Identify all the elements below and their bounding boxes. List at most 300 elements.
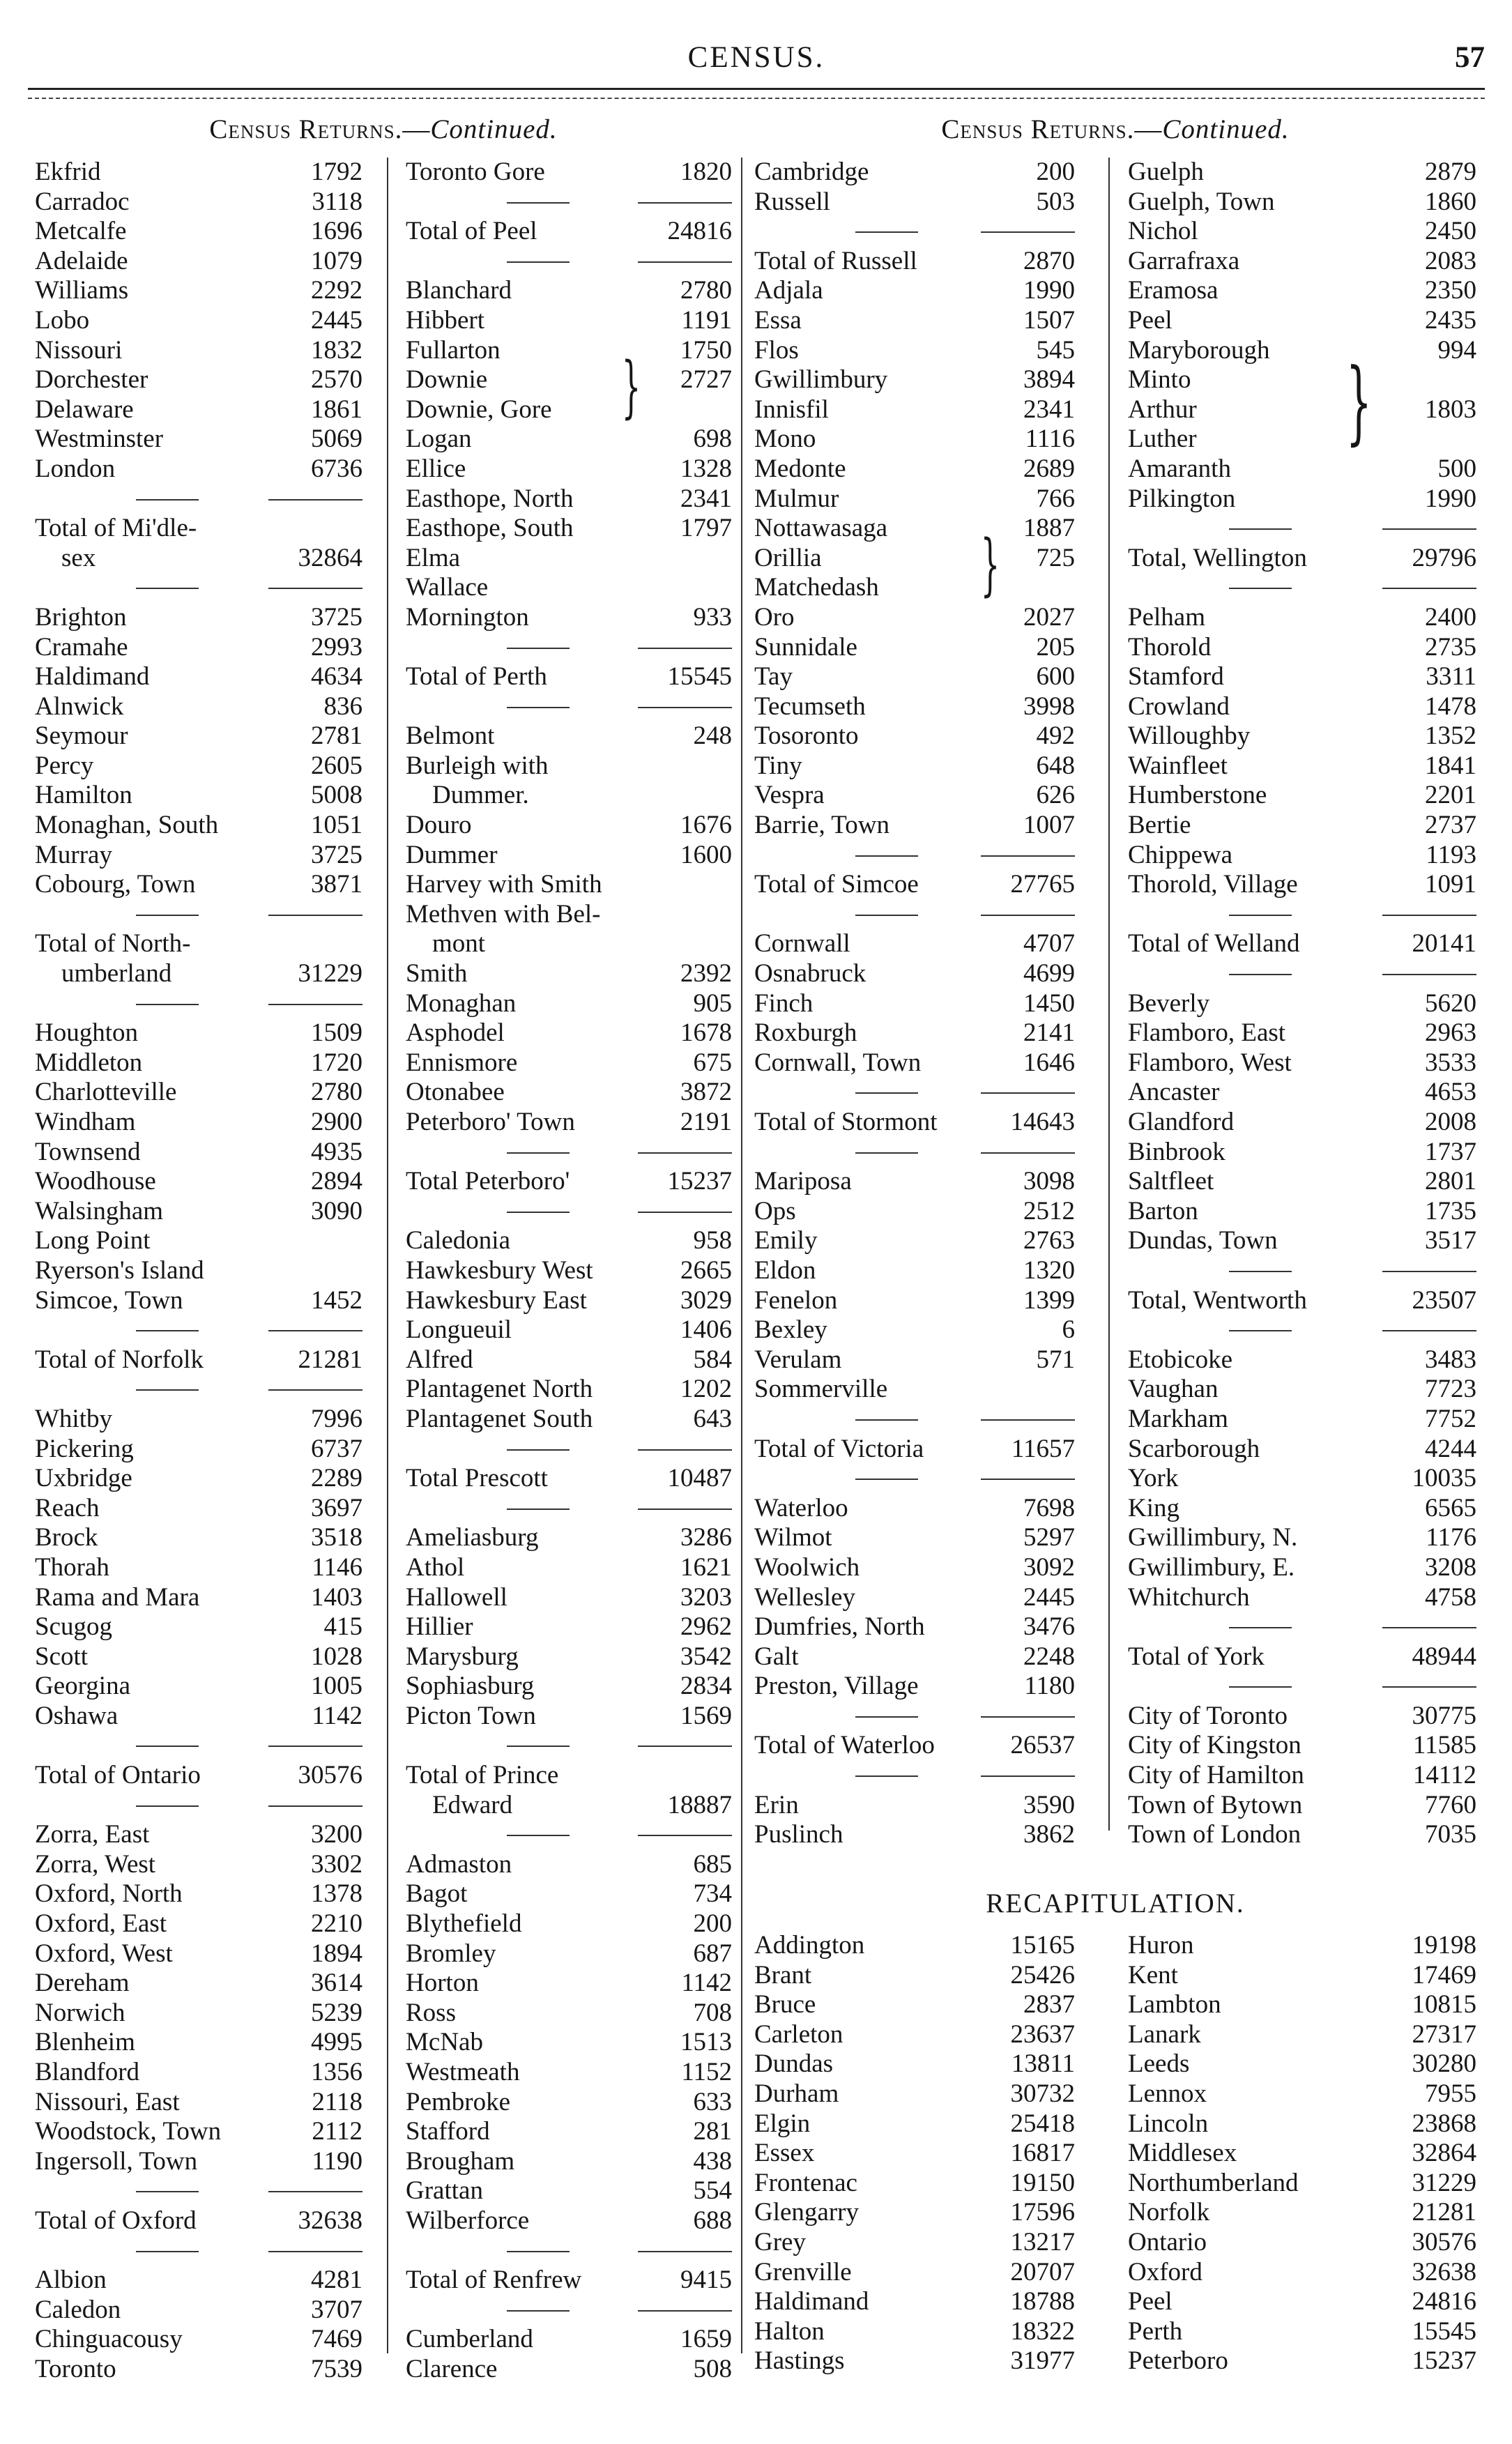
rule-right [268, 1805, 362, 1807]
rule-left [507, 648, 570, 649]
rule-left [507, 261, 570, 263]
place-name: Fullarton [406, 335, 501, 365]
population-value: 31229 [1412, 2168, 1476, 2197]
census-row [35, 1286, 362, 1316]
section-rule [35, 484, 362, 514]
place-name: Total Peterboro' [406, 1167, 570, 1196]
census-row [1128, 365, 1476, 395]
section-rule [35, 989, 362, 1019]
place-name: Total of Welland [1128, 929, 1300, 958]
census-row [1128, 1553, 1476, 1583]
population-value: 3476 [1023, 1612, 1075, 1642]
census-row [754, 1375, 1075, 1405]
census-row [35, 1108, 362, 1138]
place-name: Adjala [754, 276, 823, 305]
population-value: 1352 [1425, 721, 1476, 751]
place-name: Norwich [35, 1998, 125, 2027]
population-value: 2870 [1023, 246, 1075, 275]
population-value: 2350 [1425, 276, 1476, 305]
population-value: 7469 [311, 2325, 362, 2354]
population-value: 20141 [1412, 929, 1476, 958]
census-row [1128, 2139, 1476, 2169]
place-name: Brant [754, 1960, 812, 1989]
census-row [1128, 1138, 1476, 1168]
place-name: Admaston [406, 1849, 512, 1879]
place-name: Scugog [35, 1612, 112, 1642]
place-name: Mono [754, 425, 816, 454]
population-value: 10815 [1412, 1990, 1476, 2019]
population-value: 2341 [1023, 395, 1075, 424]
population-value: 2879 [1425, 158, 1476, 186]
place-name: Windham [35, 1108, 136, 1136]
census-column-2 [406, 158, 732, 2385]
population-value: 24816 [667, 217, 732, 246]
census-row [35, 1999, 362, 2029]
population-value: 200 [693, 1909, 732, 1939]
rule-left [855, 231, 918, 233]
running-head [28, 40, 1485, 82]
census-row [35, 781, 362, 811]
place-name: Murray [35, 840, 112, 869]
section-rule [406, 2236, 732, 2266]
place-name: Hamilton [35, 781, 132, 810]
place-name: Tay [754, 662, 793, 692]
population-value: 5069 [311, 425, 362, 454]
census-row [406, 573, 732, 603]
population-value: 2450 [1425, 217, 1476, 246]
census-row [754, 455, 1075, 484]
population-value: 2400 [1425, 602, 1476, 632]
census-row [35, 662, 362, 692]
place-name: Beverly [1128, 988, 1210, 1018]
population-value: 1797 [680, 514, 732, 543]
top-rule-dashed [28, 98, 1485, 99]
place-name: Westminster [35, 425, 164, 454]
census-row [35, 2058, 362, 2088]
place-name: Matchedash [754, 573, 879, 602]
population-value: 2512 [1023, 1196, 1075, 1225]
census-row [35, 2296, 362, 2325]
census-row [754, 2346, 1075, 2376]
census-row [1128, 188, 1476, 217]
place-name: Wellesley [754, 1582, 855, 1612]
census-row [35, 2266, 362, 2296]
population-value: 1894 [311, 1939, 362, 1968]
census-row [754, 1961, 1075, 1991]
place-name: Glandford [1128, 1108, 1235, 1136]
population-value: 30280 [1412, 2049, 1476, 2079]
place-name: Haldimand [754, 2287, 869, 2316]
section-rule [35, 2236, 362, 2266]
census-row [406, 395, 732, 425]
rule-right [981, 1092, 1075, 1094]
place-name: Hastings [754, 2346, 845, 2376]
census-column-4 [1128, 158, 1476, 1850]
place-name: Bagot [406, 1879, 468, 1909]
section-rule [406, 633, 732, 663]
place-name: Total, Wentworth [1128, 1285, 1307, 1315]
rule-right [981, 1419, 1075, 1421]
section-rule [35, 573, 362, 603]
population-value: 31977 [1010, 2346, 1075, 2376]
population-value: 6737 [311, 1434, 362, 1463]
population-value: 1621 [680, 1552, 732, 1582]
population-value: 685 [693, 1849, 732, 1879]
place-name: Nichol [1128, 217, 1198, 246]
place-name: Asphodel [406, 1018, 505, 1048]
rule-right [638, 2251, 732, 2252]
place-name: Town of London [1128, 1820, 1301, 1849]
census-row [754, 1286, 1075, 1316]
census-row [406, 484, 732, 514]
place-name: City of Hamilton [1128, 1761, 1304, 1790]
rule-right [268, 499, 362, 501]
census-row [754, 929, 1075, 959]
census-row [754, 1523, 1075, 1553]
census-row [406, 1702, 732, 1732]
place-name: Finch [754, 988, 814, 1018]
place-name: Rama and Mara [35, 1582, 200, 1612]
population-value: 438 [693, 2146, 732, 2176]
section-rule [406, 2296, 732, 2325]
census-row [406, 1018, 732, 1048]
population-value: 248 [693, 721, 732, 751]
section-rule [406, 1494, 732, 1524]
census-row [1128, 336, 1476, 366]
place-name: Stafford [406, 2117, 490, 2146]
census-row [406, 1672, 732, 1702]
population-value: 200 [1036, 158, 1075, 186]
place-name: Blythefield [406, 1909, 522, 1939]
place-name: Chinguacousy [35, 2325, 183, 2354]
place-name: Total of Peel [406, 217, 537, 246]
place-name: umberland [61, 959, 172, 988]
place-name: Roxburgh [754, 1018, 857, 1048]
place-name: Willoughby [1128, 721, 1251, 751]
census-row [754, 2287, 1075, 2317]
census-row [1128, 1405, 1476, 1435]
census-row [406, 2058, 732, 2088]
census-row [406, 514, 732, 544]
place-name: Belmont [406, 721, 495, 751]
place-name: Flos [754, 335, 799, 365]
place-name: Ellice [406, 454, 466, 483]
census-row [1128, 662, 1476, 692]
place-name: Houghton [35, 1018, 138, 1048]
population-value: 10487 [667, 1464, 732, 1493]
rule-right [1382, 1271, 1476, 1272]
place-name: Dorchester [35, 365, 148, 395]
population-value: 205 [1036, 632, 1075, 662]
place-name: Tecumseth [754, 692, 866, 721]
census-row [406, 1345, 732, 1375]
place-name: Toronto Gore [406, 158, 545, 186]
place-name: Cobourg, Town [35, 870, 196, 899]
population-value: 1832 [311, 335, 362, 365]
place-name: Flamboro, West [1128, 1048, 1292, 1077]
place-name: Leeds [1128, 2049, 1190, 2079]
population-value: 836 [323, 692, 362, 721]
place-name: Zorra, West [35, 1849, 156, 1879]
census-row [35, 1969, 362, 1999]
census-row [406, 1464, 732, 1494]
place-name: Barrie, Town [754, 811, 890, 840]
place-name: Total of Oxford [35, 2206, 197, 2235]
census-row [1128, 1048, 1476, 1078]
place-name: Gwillimbury, N. [1128, 1523, 1298, 1552]
place-name: Uxbridge [35, 1464, 132, 1493]
place-name: Emily [754, 1226, 818, 1255]
rule-left [1229, 528, 1292, 530]
place-name: Westmeath [406, 2058, 520, 2086]
rule-right [638, 2310, 732, 2312]
population-value: 1193 [1426, 840, 1476, 869]
column-divider-2 [741, 158, 742, 2353]
place-name: Orillia [754, 543, 822, 572]
census-row [754, 633, 1075, 663]
census-row [1128, 1820, 1476, 1850]
population-value: 30576 [1412, 2227, 1476, 2256]
population-value: 3098 [1023, 1167, 1075, 1196]
census-row [406, 2117, 732, 2147]
census-row [1128, 2346, 1476, 2376]
census-row [406, 959, 732, 989]
place-name: Total of Renfrew [406, 2266, 582, 2295]
place-name: Hillier [406, 1612, 473, 1642]
population-value: 503 [1036, 187, 1075, 216]
population-value: 3614 [311, 1969, 362, 1998]
place-name: Lanark [1128, 2019, 1201, 2049]
census-row [1128, 2198, 1476, 2228]
census-row [406, 425, 732, 455]
place-name: Peterboro' Town [406, 1108, 575, 1136]
census-row [1128, 276, 1476, 306]
population-value: 1146 [312, 1552, 362, 1582]
census-row [35, 692, 362, 722]
population-value: 1180 [1024, 1672, 1075, 1701]
census-row [406, 1286, 732, 1316]
place-name: Grey [754, 2227, 806, 2256]
population-value: 1320 [1023, 1255, 1075, 1285]
population-value: 2570 [311, 365, 362, 395]
place-name: Ontario [1128, 2227, 1207, 2256]
census-row [1128, 1791, 1476, 1821]
place-name: Zorra, East [35, 1820, 150, 1849]
population-value: 1116 [1025, 425, 1075, 454]
census-row [406, 2206, 732, 2236]
rule-left [136, 1389, 199, 1391]
place-name: Scarborough [1128, 1434, 1260, 1463]
population-value: 2118 [312, 2087, 362, 2116]
census-row [406, 1791, 732, 1821]
place-name: sex [61, 543, 96, 572]
place-name: Middlesex [1128, 2139, 1237, 2168]
place-name: Walsingham [35, 1196, 164, 1225]
population-value: 2735 [1425, 632, 1476, 662]
rule-right [1382, 588, 1476, 589]
section-rule [754, 1078, 1075, 1108]
census-row [754, 2317, 1075, 2347]
population-value: 766 [1036, 484, 1075, 513]
place-name: Percy [35, 751, 94, 780]
census-row [754, 544, 1075, 574]
population-value: 3725 [311, 840, 362, 869]
rule-left [1229, 915, 1292, 916]
section-rule [406, 1138, 732, 1168]
census-row [406, 1108, 732, 1138]
census-row [406, 336, 732, 366]
place-name: Caledon [35, 2295, 121, 2324]
place-name: Garrafraxa [1128, 246, 1240, 275]
rule-left [136, 588, 199, 589]
place-name: Horton [406, 1969, 479, 1998]
column-divider-1 [387, 158, 388, 2353]
population-value: 1399 [1023, 1285, 1075, 1315]
place-name: Saltfleet [1128, 1167, 1214, 1196]
population-value: 1750 [680, 335, 732, 365]
place-name: Huron [1128, 1931, 1194, 1960]
census-row [406, 306, 732, 336]
section-rule [1128, 900, 1476, 930]
place-name: Haldimand [35, 662, 150, 692]
place-name: Pilkington [1128, 484, 1236, 513]
place-name: City of Toronto [1128, 1701, 1288, 1730]
census-row [1128, 1167, 1476, 1197]
section-rule [406, 1820, 732, 1850]
census-row [1128, 2287, 1476, 2317]
place-name: Frontenac [754, 2168, 857, 2197]
place-name: Elgin [754, 2109, 811, 2138]
section-rule [1128, 1612, 1476, 1642]
census-row [35, 841, 362, 871]
place-name: Downie, Gore [406, 395, 552, 424]
place-name: Mulmur [754, 484, 839, 513]
census-row [754, 1553, 1075, 1583]
census-row [1128, 2109, 1476, 2139]
census-row [1128, 603, 1476, 633]
place-name: Oshawa [35, 1701, 119, 1730]
census-row [1128, 1583, 1476, 1613]
section-rule [35, 2176, 362, 2206]
census-row [406, 841, 732, 871]
place-name: Oxford, West [35, 1939, 173, 1968]
population-value: 734 [693, 1879, 732, 1909]
census-row [35, 1405, 362, 1435]
census-row [1128, 2079, 1476, 2109]
census-row [35, 365, 362, 395]
population-value: 3725 [311, 602, 362, 632]
census-row [35, 1464, 362, 1494]
rule-left [1229, 1627, 1292, 1628]
section-rule [1128, 1672, 1476, 1702]
rule-right [638, 1212, 732, 1213]
population-value: 2665 [680, 1255, 732, 1285]
population-value: 994 [1437, 335, 1476, 365]
population-value: 4281 [311, 2266, 362, 2295]
census-row [1128, 2020, 1476, 2050]
census-row [1128, 1226, 1476, 1256]
place-name: Guelph [1128, 158, 1204, 186]
section-rule [406, 1197, 732, 1227]
population-value: 2248 [1023, 1642, 1075, 1671]
rule-right [268, 1330, 362, 1331]
census-row [35, 1820, 362, 1850]
population-value: 4244 [1425, 1434, 1476, 1463]
rule-left [855, 1092, 918, 1094]
place-name: Athol [406, 1552, 465, 1582]
census-row [1128, 395, 1476, 425]
census-row [754, 365, 1075, 395]
census-row [406, 217, 732, 247]
section-rule [35, 1731, 362, 1761]
population-value: 1191 [681, 305, 732, 335]
population-value: 3517 [1425, 1226, 1476, 1255]
census-row [35, 544, 362, 574]
population-value: 1450 [1023, 988, 1075, 1018]
census-row [406, 276, 732, 306]
population-value: 2737 [1425, 811, 1476, 840]
population-value: 5239 [311, 1998, 362, 2027]
census-row [754, 1583, 1075, 1613]
place-name: Charlotteville [35, 1078, 177, 1107]
population-value: 1735 [1425, 1196, 1476, 1225]
census-row [754, 336, 1075, 366]
place-name: Total of Victoria [754, 1434, 924, 1463]
place-name: City of Kingston [1128, 1731, 1301, 1760]
place-name: McNab [406, 2028, 483, 2057]
place-name: Blanchard [406, 276, 512, 305]
rule-left [136, 915, 199, 916]
census-row [406, 1048, 732, 1078]
census-row [35, 1583, 362, 1613]
section-rule [406, 1435, 732, 1465]
place-name: Metcalfe [35, 217, 127, 246]
census-row [406, 721, 732, 751]
census-row [1128, 1108, 1476, 1138]
place-name: Crowland [1128, 692, 1230, 721]
place-name: Wilmot [754, 1523, 832, 1552]
place-name: Bexley [754, 1315, 827, 1345]
rule-right [638, 1449, 732, 1451]
place-name: Sommerville [754, 1375, 888, 1404]
rule-left [1229, 1330, 1292, 1331]
place-name: Essex [754, 2139, 815, 2168]
place-name: Whitchurch [1128, 1582, 1250, 1612]
place-name: Methven with Bel- [406, 899, 601, 929]
place-name: Maryborough [1128, 335, 1270, 365]
population-value: 1356 [311, 2058, 362, 2086]
population-value: 30576 [298, 1761, 362, 1790]
census-row [1128, 2228, 1476, 2258]
rule-right [638, 202, 732, 204]
census-row [406, 1612, 732, 1642]
place-name: Ennismore [406, 1048, 518, 1077]
place-name: Total of Russell [754, 246, 917, 275]
population-value: 18887 [667, 1790, 732, 1819]
census-row [1128, 2049, 1476, 2079]
place-name: mont [432, 929, 486, 958]
place-name: Oxford, North [35, 1879, 183, 1909]
rule-right [1382, 1330, 1476, 1331]
place-name: Humberstone [1128, 781, 1267, 810]
population-value: 1861 [311, 395, 362, 424]
place-name: Total of Norfolk [35, 1345, 204, 1374]
census-row [1128, 1018, 1476, 1048]
census-row [406, 603, 732, 633]
population-value: 5297 [1023, 1523, 1075, 1552]
population-value: 3697 [311, 1493, 362, 1522]
population-value: 1513 [680, 2028, 732, 2057]
